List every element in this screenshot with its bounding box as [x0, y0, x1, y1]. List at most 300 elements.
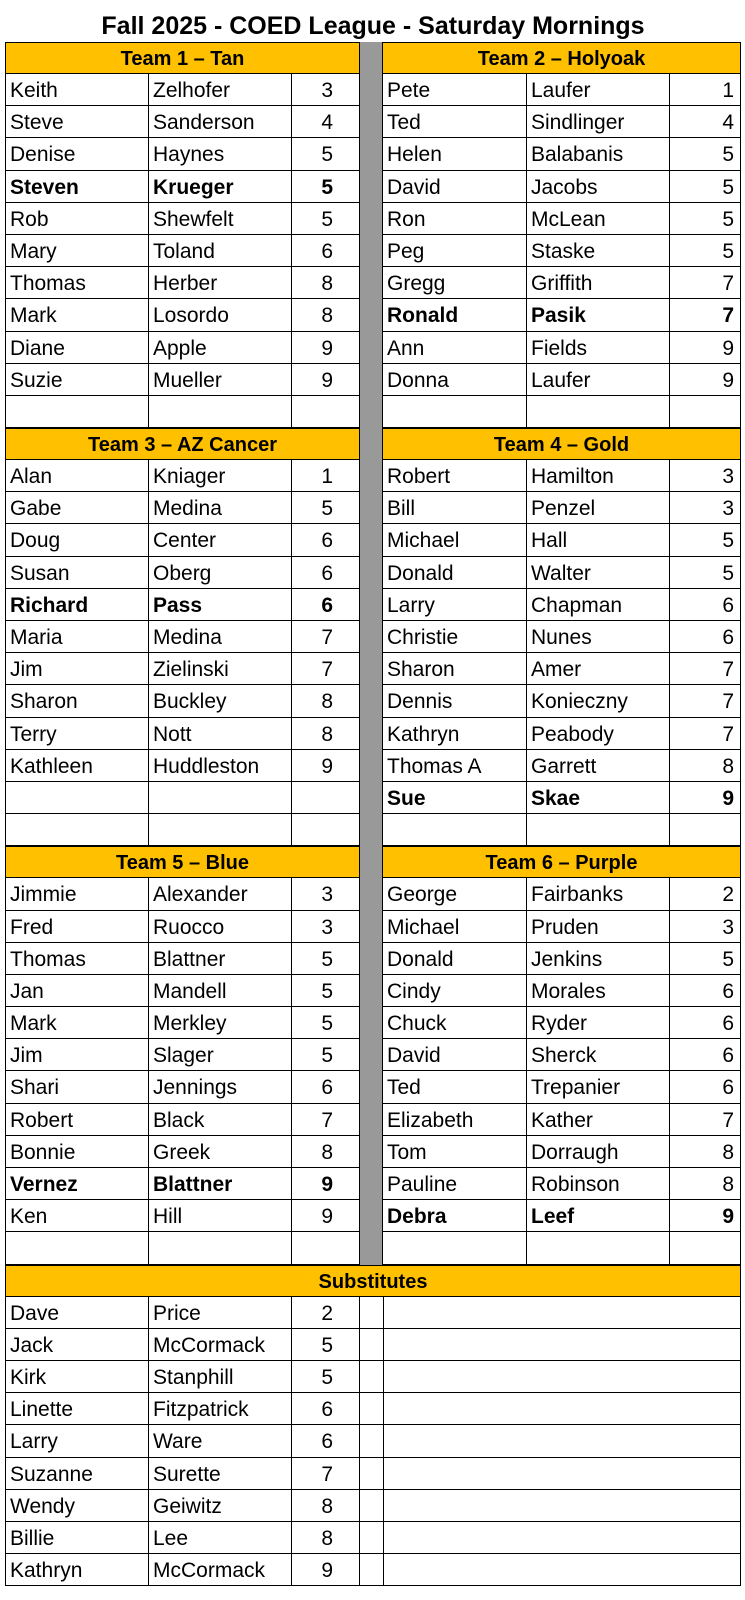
rating-cell: 9: [291, 364, 359, 395]
last-name-cell: Oberg: [148, 557, 291, 588]
first-name-cell: Kirk: [5, 1361, 148, 1392]
rating-cell: 4: [669, 106, 741, 137]
first-name-cell: [5, 782, 148, 813]
last-name-cell: Losordo: [148, 299, 291, 330]
table-row: [5, 106, 359, 138]
rating-cell: [291, 1232, 359, 1263]
first-name-cell: Tom: [387, 1140, 427, 1164]
first-name-cell: Debra: [387, 1205, 447, 1229]
rating-cell: 3: [669, 911, 741, 942]
last-name-cell: Sherck: [526, 1039, 669, 1070]
last-name-cell: Apple: [148, 332, 291, 363]
table-row: [5, 1329, 359, 1361]
empty-cell: [360, 1361, 383, 1393]
divider-column: [359, 42, 383, 428]
table-row: [383, 782, 741, 814]
table-row: [5, 364, 359, 396]
table-row: [5, 267, 359, 299]
rating-cell: 8: [669, 1168, 741, 1199]
last-name-cell: Jennings: [148, 1071, 291, 1102]
rating-cell: 9: [669, 364, 741, 395]
first-name-cell: Wendy: [5, 1490, 148, 1521]
first-name-cell: Mary: [5, 235, 148, 266]
last-name-cell: Fields: [526, 332, 669, 363]
first-name-cell: Larry: [387, 593, 435, 617]
last-name-cell: Greek: [148, 1136, 291, 1167]
rating-cell: 5: [669, 138, 741, 169]
last-name-cell: Nott: [148, 718, 291, 749]
first-name-cell: Ken: [5, 1200, 148, 1231]
table-row: [5, 943, 359, 975]
last-name-cell: Medina: [148, 621, 291, 652]
divider-column: [359, 846, 383, 1264]
table-row: [383, 1104, 741, 1136]
substitutes-list: [5, 1297, 359, 1587]
rating-cell: [669, 1232, 741, 1263]
table-row: [5, 589, 359, 621]
empty-cell: [360, 1522, 383, 1554]
first-name-cell: Pete: [387, 79, 431, 102]
rating-cell: 8: [291, 718, 359, 749]
last-name-cell: McLean: [526, 203, 669, 234]
first-name-cell: Thomas: [5, 267, 148, 298]
divider-column: [359, 428, 383, 846]
first-name-cell: [5, 1232, 148, 1263]
last-name-cell: Merkley: [148, 1007, 291, 1038]
table-row: [383, 1168, 741, 1200]
table-row: [5, 460, 359, 492]
first-name-cell: Jim: [5, 1039, 148, 1070]
rating-cell: 5: [291, 492, 359, 523]
rating-cell: 7: [291, 653, 359, 684]
table-row: [383, 750, 741, 782]
empty-cell: [384, 1329, 740, 1361]
rating-cell: 8: [669, 1136, 741, 1167]
rating-cell: 5: [291, 1329, 359, 1360]
first-name-cell: Thomas: [5, 943, 148, 974]
rating-cell: 3: [669, 460, 741, 491]
rating-cell: 8: [291, 1522, 359, 1553]
last-name-cell: Geiwitz: [148, 1490, 291, 1521]
table-row: [5, 138, 359, 170]
first-name-cell: Keith: [5, 74, 148, 105]
table-row: [5, 750, 359, 782]
team-header: Team 3 – AZ Cancer: [5, 428, 359, 460]
team-block: [5, 846, 359, 1264]
first-name-cell: Ronald: [387, 304, 459, 328]
last-name-cell: Skae: [526, 782, 669, 813]
last-name-cell: Griffith: [526, 267, 669, 298]
empty-cell: [384, 1554, 740, 1586]
rating-cell: 7: [291, 1104, 359, 1135]
last-name-cell: Mueller: [148, 364, 291, 395]
rating-cell: 4: [291, 106, 359, 137]
rating-cell: 5: [669, 943, 741, 974]
empty-cell: [384, 1361, 740, 1393]
first-name-cell: Pauline: [387, 1173, 458, 1196]
table-row: [383, 460, 741, 492]
rating-cell: 6: [669, 589, 741, 620]
first-name-cell: Kathryn: [5, 1554, 148, 1585]
rating-cell: 6: [669, 1071, 741, 1102]
first-name-cell: Larry: [5, 1425, 148, 1456]
first-name-cell: Ron: [387, 207, 426, 231]
rating-cell: 9: [669, 782, 741, 813]
table-row: [5, 171, 359, 203]
table-row: [5, 1425, 359, 1457]
rating-cell: 6: [291, 589, 359, 620]
table-row: [383, 106, 741, 138]
table-row: [5, 911, 359, 943]
first-name-cell: David: [387, 1044, 441, 1068]
table-row: [383, 911, 741, 943]
last-name-cell: Mandell: [148, 975, 291, 1006]
rating-cell: 6: [669, 1039, 741, 1070]
table-row: [383, 524, 741, 556]
last-name-cell: Krueger: [148, 171, 291, 202]
team-header: Team 2 – Holyoak: [383, 42, 741, 74]
table-row: [383, 267, 741, 299]
empty-cell: [384, 1490, 740, 1522]
last-name-cell: Staske: [526, 235, 669, 266]
rating-cell: 9: [291, 750, 359, 781]
last-name-cell: Ryder: [526, 1007, 669, 1038]
rating-cell: 1: [291, 460, 359, 491]
rating-cell: 5: [669, 557, 741, 588]
rating-cell: 5: [669, 235, 741, 266]
last-name-cell: Garrett: [526, 750, 669, 781]
roster-sheet: [5, 4, 741, 1586]
table-row: [5, 653, 359, 685]
table-row: [5, 1490, 359, 1522]
last-name-cell: Zielinski: [148, 653, 291, 684]
table-row: [5, 975, 359, 1007]
page-title: Fall 2025 - COED League - Saturday Mornings: [101, 12, 645, 40]
first-name-cell: Michael: [387, 529, 460, 553]
first-name-cell: Ted: [387, 1076, 421, 1100]
table-row: [383, 975, 741, 1007]
last-name-cell: Huddleston: [148, 750, 291, 781]
rating-cell: 8: [291, 1490, 359, 1521]
team-header: Team 6 – Purple: [383, 846, 741, 878]
rating-cell: 7: [669, 1104, 741, 1135]
first-name-cell: Jimmie: [5, 878, 148, 909]
first-name-cell: Doug: [5, 524, 148, 555]
table-row: [383, 396, 741, 428]
table-row: [5, 1168, 359, 1200]
table-row: [5, 235, 359, 267]
table-row: [383, 557, 741, 589]
last-name-cell: Hall: [526, 524, 669, 555]
first-name-cell: Fred: [5, 911, 148, 942]
rating-cell: 2: [669, 878, 741, 909]
empty-cell: [360, 1425, 383, 1457]
table-row: [5, 782, 359, 814]
first-name-cell: Dave: [5, 1297, 148, 1328]
table-row: [5, 1297, 359, 1329]
table-row: [5, 74, 359, 106]
first-name-cell: Sharon: [5, 685, 148, 716]
table-row: [383, 1136, 741, 1168]
rating-cell: 7: [669, 267, 741, 298]
rating-cell: 8: [669, 750, 741, 781]
table-row: [5, 524, 359, 556]
table-row: [5, 718, 359, 750]
rating-cell: 8: [291, 685, 359, 716]
last-name-cell: Leef: [526, 1200, 669, 1231]
team-band: [5, 428, 741, 846]
rating-cell: 1: [669, 74, 741, 105]
last-name-cell: Blattner: [148, 943, 291, 974]
first-name-cell: Cindy: [387, 979, 441, 1003]
last-name-cell: McCormack: [148, 1329, 291, 1360]
first-name-cell: Suzie: [5, 364, 148, 395]
last-name-cell: Herber: [148, 267, 291, 298]
rating-cell: 9: [291, 1200, 359, 1231]
first-name-cell: [383, 814, 526, 845]
last-name-cell: Pasik: [526, 299, 669, 330]
rating-cell: 5: [291, 1361, 359, 1392]
table-row: [5, 332, 359, 364]
team-block: [5, 428, 359, 846]
first-name-cell: Chuck: [387, 1012, 447, 1036]
team-block: [383, 42, 741, 428]
last-name-cell: Haynes: [148, 138, 291, 169]
table-row: [383, 1071, 741, 1103]
rating-cell: 6: [291, 235, 359, 266]
rating-cell: 6: [669, 1007, 741, 1038]
last-name-cell: Laufer: [526, 364, 669, 395]
last-name-cell: [148, 1232, 291, 1263]
table-row: [383, 718, 741, 750]
first-name-cell: Jim: [5, 653, 148, 684]
rating-cell: 5: [291, 975, 359, 1006]
table-row: [5, 1232, 359, 1264]
last-name-cell: Trepanier: [526, 1071, 669, 1102]
empty-cell: [360, 1554, 383, 1586]
rating-cell: 6: [669, 621, 741, 652]
last-name-cell: Nunes: [526, 621, 669, 652]
table-row: [383, 332, 741, 364]
table-row: [5, 1039, 359, 1071]
empty-cell: [360, 1393, 383, 1425]
last-name-cell: Fitzpatrick: [148, 1393, 291, 1424]
last-name-cell: Surette: [148, 1458, 291, 1489]
first-name-cell: Peg: [387, 239, 425, 263]
table-row: [5, 1361, 359, 1393]
first-name-cell: Dennis: [387, 690, 453, 714]
table-row: [383, 364, 741, 396]
last-name-cell: Zelhofer: [148, 74, 291, 105]
last-name-cell: [526, 814, 669, 845]
last-name-cell: Fairbanks: [526, 878, 669, 909]
last-name-cell: Walter: [526, 557, 669, 588]
rating-cell: 8: [291, 267, 359, 298]
table-row: [383, 878, 741, 910]
rating-cell: 5: [291, 138, 359, 169]
substitutes-header: Substitutes: [5, 1265, 741, 1297]
first-name-cell: Gregg: [387, 272, 446, 296]
first-name-cell: Shari: [5, 1071, 148, 1102]
last-name-cell: Peabody: [526, 718, 669, 749]
first-name-cell: Thomas A: [387, 754, 482, 778]
last-name-cell: [526, 1232, 669, 1263]
first-name-cell: George: [387, 883, 458, 907]
rating-cell: 5: [291, 203, 359, 234]
rating-cell: 7: [669, 685, 741, 716]
table-row: [383, 74, 741, 106]
first-name-cell: Sue: [387, 786, 426, 810]
table-row: [5, 1136, 359, 1168]
table-row: [5, 685, 359, 717]
last-name-cell: Dorraugh: [526, 1136, 669, 1167]
table-row: [5, 1522, 359, 1554]
first-name-cell: Donald: [387, 561, 454, 585]
first-name-cell: Robert: [5, 1104, 148, 1135]
empty-cell: [360, 1297, 383, 1329]
last-name-cell: [526, 396, 669, 427]
rating-cell: 9: [669, 1200, 741, 1231]
table-row: [5, 814, 359, 846]
team-band: [5, 42, 741, 428]
rating-cell: 8: [291, 1136, 359, 1167]
first-name-cell: Michael: [387, 915, 460, 939]
rating-cell: 3: [669, 492, 741, 523]
first-name-cell: Suzanne: [5, 1458, 148, 1489]
last-name-cell: Kniager: [148, 460, 291, 491]
first-name-cell: [5, 814, 148, 845]
last-name-cell: Balabanis: [526, 138, 669, 169]
rating-cell: 2: [291, 1297, 359, 1328]
rating-cell: 9: [291, 332, 359, 363]
rating-cell: 3: [291, 911, 359, 942]
first-name-cell: Gabe: [5, 492, 148, 523]
first-name-cell: [383, 396, 526, 427]
rating-cell: 6: [291, 1425, 359, 1456]
table-row: [383, 235, 741, 267]
empty-cell: [384, 1297, 740, 1329]
rating-cell: 9: [291, 1554, 359, 1585]
table-row: [383, 1039, 741, 1071]
last-name-cell: Hamilton: [526, 460, 669, 491]
table-row: [5, 299, 359, 331]
last-name-cell: Ruocco: [148, 911, 291, 942]
last-name-cell: Hill: [148, 1200, 291, 1231]
last-name-cell: Toland: [148, 235, 291, 266]
last-name-cell: [148, 782, 291, 813]
last-name-cell: Robinson: [526, 1168, 669, 1199]
rating-cell: 5: [669, 203, 741, 234]
first-name-cell: Mark: [5, 1007, 148, 1038]
first-name-cell: David: [387, 175, 441, 199]
last-name-cell: Alexander: [148, 878, 291, 909]
first-name-cell: Christie: [387, 626, 459, 649]
first-name-cell: Linette: [5, 1393, 148, 1424]
first-name-cell: [5, 396, 148, 427]
table-row: [5, 396, 359, 428]
first-name-cell: Terry: [5, 718, 148, 749]
first-name-cell: Kathleen: [5, 750, 148, 781]
team-block: [5, 42, 359, 428]
table-row: [383, 299, 741, 331]
rating-cell: 8: [291, 299, 359, 330]
empty-cell: [360, 1458, 383, 1490]
rating-cell: [291, 814, 359, 845]
first-name-cell: Rob: [5, 203, 148, 234]
last-name-cell: Laufer: [526, 74, 669, 105]
last-name-cell: Blattner: [148, 1168, 291, 1199]
first-name-cell: Jack: [5, 1329, 148, 1360]
last-name-cell: Konieczny: [526, 685, 669, 716]
rating-cell: 6: [291, 524, 359, 555]
first-name-cell: Diane: [5, 332, 148, 363]
table-row: [5, 1393, 359, 1425]
last-name-cell: Medina: [148, 492, 291, 523]
first-name-cell: Bonnie: [5, 1136, 148, 1167]
team-header: Team 1 – Tan: [5, 42, 359, 74]
last-name-cell: Pass: [148, 589, 291, 620]
first-name-cell: Elizabeth: [387, 1108, 474, 1132]
team-block: [383, 846, 741, 1264]
rating-cell: [669, 396, 741, 427]
last-name-cell: Sanderson: [148, 106, 291, 137]
first-name-cell: Richard: [5, 589, 148, 620]
first-name-cell: Mark: [5, 299, 148, 330]
substitutes-empty-area: [383, 1297, 741, 1587]
table-row: [383, 621, 741, 653]
last-name-cell: Jacobs: [526, 171, 669, 202]
team-bands: [5, 42, 741, 1265]
first-name-cell: Jan: [5, 975, 148, 1006]
team-header: Team 4 – Gold: [383, 428, 741, 460]
table-row: [383, 943, 741, 975]
rating-cell: 3: [291, 878, 359, 909]
last-name-cell: Slager: [148, 1039, 291, 1070]
rating-cell: 3: [291, 74, 359, 105]
empty-cell: [384, 1425, 740, 1457]
rating-cell: 5: [669, 524, 741, 555]
rating-cell: 7: [669, 299, 741, 330]
table-row: [5, 1104, 359, 1136]
table-row: [383, 653, 741, 685]
table-row: [5, 1200, 359, 1232]
rating-cell: 7: [291, 1458, 359, 1489]
table-row: [383, 171, 741, 203]
rating-cell: [291, 396, 359, 427]
table-row: [5, 1007, 359, 1039]
table-row: [383, 492, 741, 524]
rating-cell: 5: [291, 171, 359, 202]
last-name-cell: Ware: [148, 1425, 291, 1456]
table-row: [5, 621, 359, 653]
first-name-cell: Billie: [5, 1522, 148, 1553]
last-name-cell: Buckley: [148, 685, 291, 716]
substitutes-table: [5, 1297, 741, 1587]
first-name-cell: Bill: [387, 497, 416, 521]
rating-cell: 9: [291, 1168, 359, 1199]
rating-cell: 6: [291, 557, 359, 588]
empty-cell: [384, 1522, 740, 1554]
first-name-cell: Robert: [387, 465, 451, 489]
last-name-cell: Black: [148, 1104, 291, 1135]
table-row: [5, 1071, 359, 1103]
substitutes-section: [5, 1265, 741, 1587]
first-name-cell: Vernez: [5, 1168, 148, 1199]
first-name-cell: Steven: [5, 171, 148, 202]
last-name-cell: Center: [148, 524, 291, 555]
last-name-cell: Chapman: [526, 589, 669, 620]
last-name-cell: Shewfelt: [148, 203, 291, 234]
